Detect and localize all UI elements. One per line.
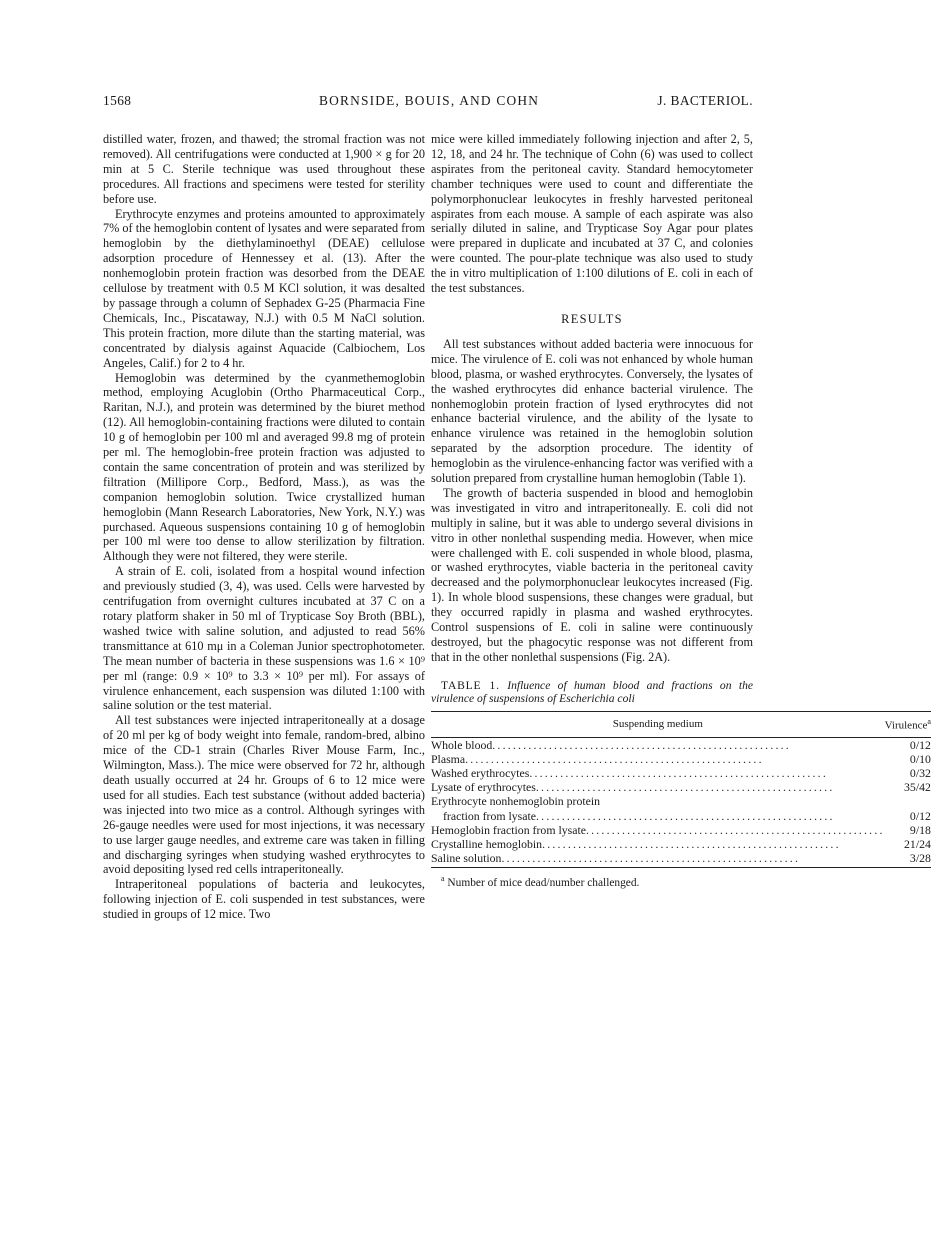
paragraph: mice were killed immediately following injection and after 2, 5, 12, 18, and 24 hr. The technique of Cohn (6) was used to collect aspirates from the peritoneal cavity. Standard hemocytometer chamber techniques were used to count and differentiate the polymorphonuclear leukocytes in freshly harvested peritoneal aspirates from each mouse. A sample of each aspirate was also serially diluted in saline, and Trypticase Soy Agar pour plates were prepared in duplicate and incubated at 37 C, and colonies were counted. The pour-plate technique was also used to study the in vitro multiplication of 1:100 dilutions of E. coli in each of the test substances. [431,132,753,296]
cell-medium-continued: fraction from lysate [443,808,537,823]
cell-virulence: 0/12 [909,808,931,823]
table-row: Lysate of erythrocytes .......................................................... 35/42 [431,780,931,795]
cell-medium: Saline solution [431,851,502,866]
cell-virulence: 0/10 [909,751,931,766]
cell-medium: Hemoglobin fraction from lysate [431,822,586,837]
cell-virulence: 21/24 [904,836,931,851]
cell-virulence: 0/12 [909,737,931,752]
paragraph: A strain of E. coli, isolated from a hospital wound infection and previously studied (3, 4), was used. Cells were harvested by centrifugation from overnight cultures incubated at 37 C on a rotary platform shaker in 50 ml of Trypticase Soy Broth (BBL), washed twice with saline solution, and adjusted to read 56% transmittance at 610 mμ in a Coleman Junior spectrophotometer. The mean number of bacteria in these suspensions was 1.6 × 10⁹ per ml (range: 0.9 × 10⁹ to 3.3 × 10⁹ per ml). For assays of virulence enhancement, each suspension was diluted 1:100 with saline solution or the test material. [103,564,425,713]
table-row: Saline solution .......................................................... 3/28 [431,851,931,868]
paragraph: Intraperitoneal populations of bacteria and leukocytes, following injection of E. coli suspended in test substances, were studied in groups of 12 mice. Two [103,877,425,922]
table-row: Crystalline hemoglobin .......................................................... 21/24 [431,836,931,851]
table-row: fraction from lysate .......................................................... 0/12 [443,808,931,823]
table-row: Plasma .......................................................... 0/10 [431,751,931,766]
journal-name: J. BACTERIOL. [657,93,753,108]
paragraph: The growth of bacteria suspended in blood and hemoglobin was investigated in vitro and intraperitoneally. E. coli did not multiply in saline, but it was able to undergo several divisions in vitro in other nonlethal suspending media. However, when mice were challenged with E. coli suspended in whole blood, plasma, or washed erythrocytes, viable bacteria in the peritoneal cavity decreased and the polymorphonuclear leukocytes increased (Fig. 1). In whole blood suspensions, these changes were gradual, but they occurred rapidly in plasma and washed erythrocytes. Control suspensions of E. coli in saline were continuously destroyed, but the phagocytic response was not different from that in the other nonlethal suspensions (Fig. 2A). [431,485,753,664]
page-number: 1568 [103,93,132,108]
cell-medium: Whole blood [431,737,493,752]
table-caption-text: Influence of human blood and fractions on the virulence of suspensions of Escherichia coli [431,678,754,706]
right-column [431,132,931,891]
cell-medium: Crystalline hemoglobin [431,836,543,851]
column-header-virulence: Virulence$^a$ [885,712,931,738]
table-footnote: $^a$ Number of mice dead/number challenged. [441,874,640,890]
paragraph: Erythrocyte enzymes and proteins amounted to approximately 7% of the hemoglobin content of lysates and were separated from hemoglobin by the diethylaminoethyl (DEAE) cellulose adsorption procedure of Hennessey et al. (13). After the nonhemoglobin protein fraction was desorbed from the DEAE cellulose by treatment with 0.5 M KCl solution, it was desalted by passage through a column of Sephadex G-25 (Pharmacia Fine Chemicals, Inc., Piscataway, N.J.) with 0.5 M NaCl solution. This protein fraction, more dilute than the starting material, was concentrated by dialysis against Aquacide (Calbiochem, Los Angeles, Calif.) for 2 to 4 hr. [103,206,425,370]
column-header-medium: Suspending medium [431,712,885,738]
table-row: Whole blood .......................................................... 0/12 [431,737,931,752]
table-row: Washed erythrocytes .......................................................... 0/32 [431,765,931,780]
table-row: Hemoglobin fraction from lysate .......................................................... 9/18 [431,822,931,837]
cell-medium: Washed erythrocytes [431,765,530,780]
cell-medium: Erythrocyte nonhemoglobin protein [431,794,601,809]
table-row [431,794,931,808]
running-authors: BORNSIDE, BOUIS, AND COHN [319,93,540,108]
paragraph: distilled water, frozen, and thawed; the stromal fraction was not removed). All centrifugations were conducted at 1,900 × g for 20 min at 5 C. Sterile technique was used throughout these procedures. All fractions and specimens were tested for sterility before use. [103,132,425,206]
paragraph: Hemoglobin was determined by the cyanmethemoglobin method, employing Acuglobin (Ortho Pharmaceutical Corp., Raritan, N.J.), and protein was determined by the biuret method (12). All hemoglobin-containing fractions were diluted to contain 10 g of hemoglobin per 100 ml and averaged 99.8 mg of protein per ml. The hemoglobin-free protein fraction was adjusted to contain the same concentration of protein and was sterilized by filtration (Millipore Corp., Bedford, Mass.), as was the companion hemoglobin solution. Twice crystallized human hemoglobin (Mann Research Laboratories, New York, N.Y.) was purchased. Aqueous suspensions containing 10 g of hemoglobin per 100 ml were too dense to allow sterilization by filtration. Although they were not filtered, they were sterile. [103,370,425,564]
paragraph: All test substances without added bacteria were innocuous for mice. The virulence of E. coli was not enhanced by whole human blood, plasma, or washed erythrocytes. Conversely, the lysates of the washed erythrocytes did enhance bacterial virulence. The nonhemoglobin protein fraction of lysed erythrocytes did not enhance bacterial virulence, and the ability of the lysate to enhance virulence was retained in the hemoglobin solution separated by the adsorption procedure. The identity of hemoglobin as the virulence-enhancing factor was verified with a solution prepared from crystalline human hemoglobin (Table 1). [431,336,753,486]
cell-virulence: 35/42 [904,780,931,795]
running-header [103,93,753,113]
cell-virulence: 9/18 [909,822,931,837]
results-table [431,711,931,868]
cell-medium: Plasma [431,751,466,766]
table-label: TABLE 1. [441,678,500,692]
left-column [103,132,425,922]
section-heading-results: RESULTS [561,311,623,326]
cell-virulence: 3/28 [885,851,931,868]
cell-medium: Lysate of erythrocytes [431,780,536,795]
table-caption [431,679,753,706]
paragraph: All test substances were injected intraperitoneally at a dosage of 20 ml per kg of body weight into female, random-bred, albino mice of the CD-1 strain (Charles River Mouse Farm, Inc., Wilmington, Mass.). The mice were observed for 72 hr, although death usually occurred at 24 hr. Groups of 6 to 12 mice were used for all studies. Each test substance (without added bacteria) was injected into two mice as a control. Although syringes with 26-gauge needles were used for most injections, it was necessary to use larger gauge needles, and extreme care was taken in filling and discharging syringes when studying washed erythrocytes to avoid depositing lysed red cells intraperitoneally. [103,713,425,877]
cell-virulence: 0/32 [909,765,931,780]
